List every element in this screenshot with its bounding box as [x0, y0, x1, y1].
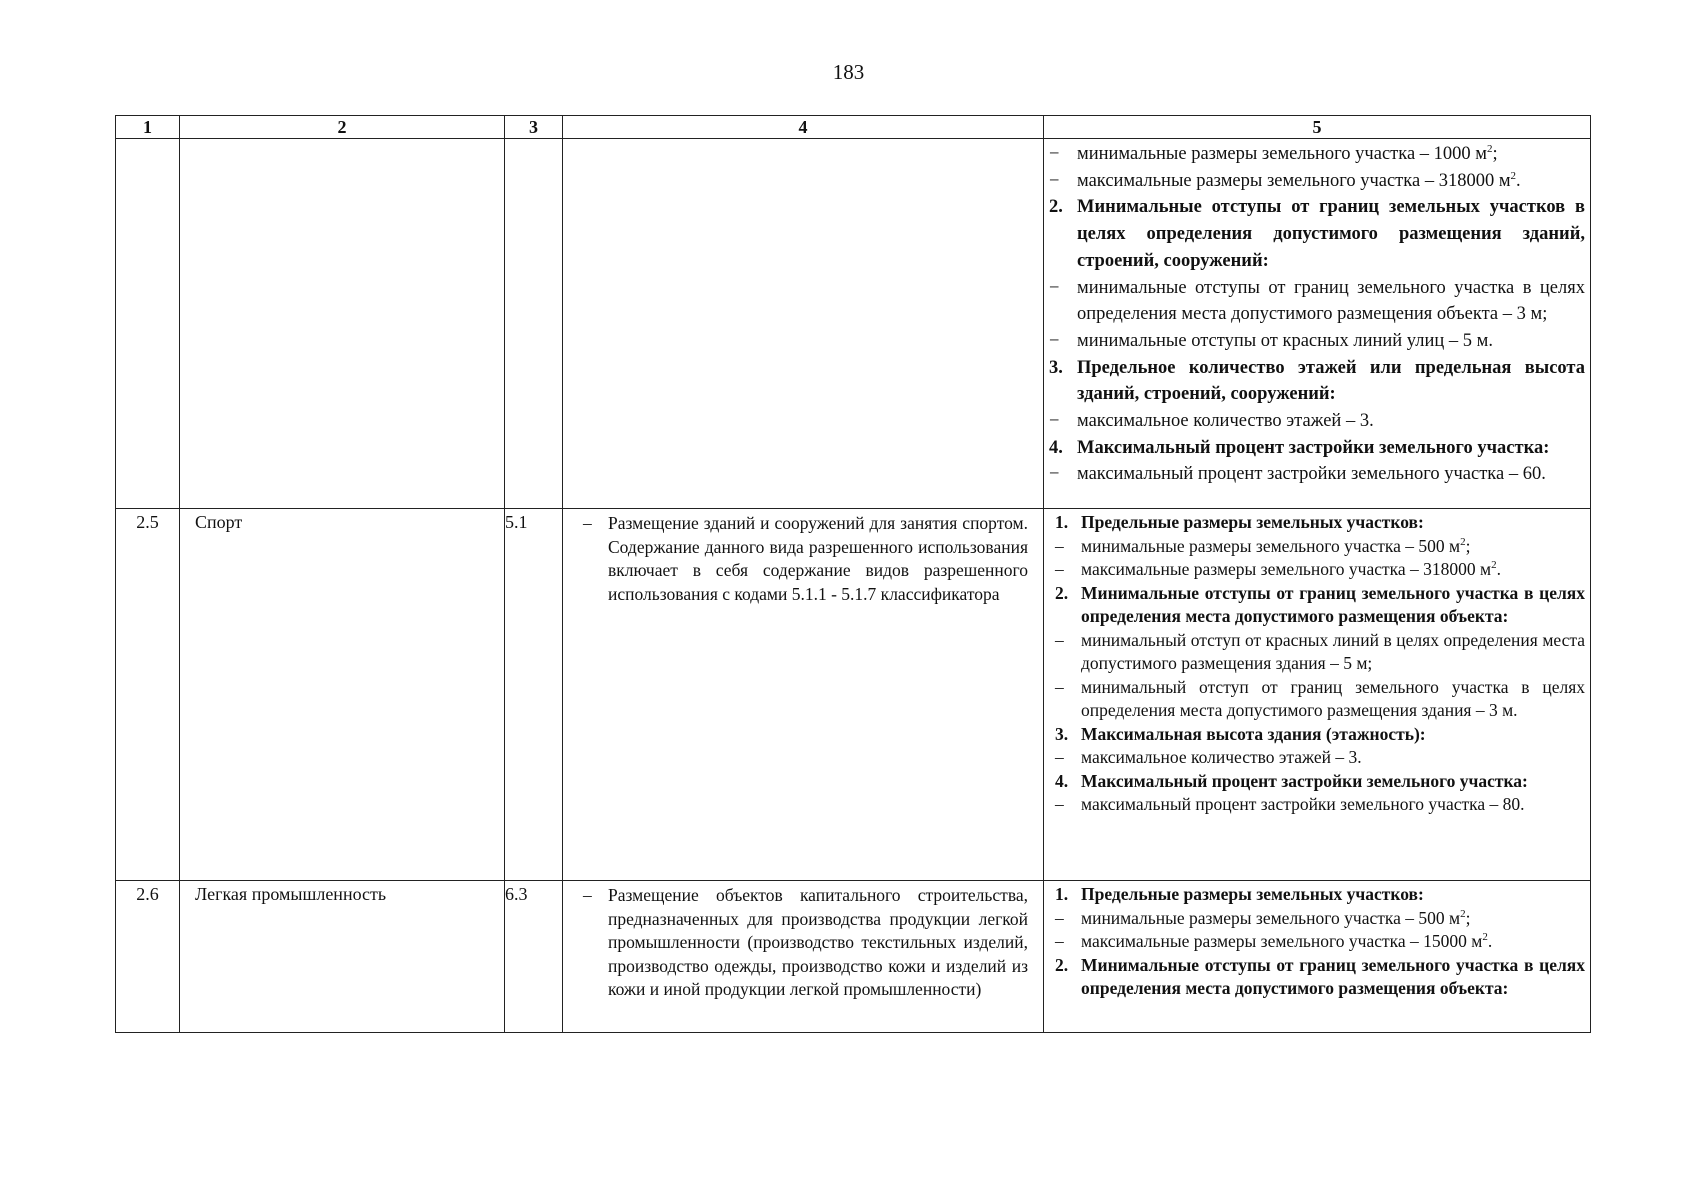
superscript: 2 — [1482, 931, 1488, 944]
use-parameters — [1044, 139, 1591, 509]
table-row — [116, 881, 1591, 1033]
parameter-text-wrap — [1077, 355, 1585, 408]
parameter-heading — [1049, 511, 1585, 535]
column-header: 1 — [116, 116, 180, 139]
number-marker: 3. — [1049, 357, 1063, 378]
trailing-punctuation: . — [1496, 559, 1501, 579]
parameter-text-wrap — [1081, 723, 1585, 747]
dash-marker: – — [1055, 794, 1064, 814]
use-name — [180, 139, 505, 509]
parameter-item — [1049, 930, 1585, 954]
parameter-text-wrap — [1077, 194, 1585, 274]
row-number: 2.5 — [116, 509, 180, 881]
dash-marker: – — [1055, 535, 1064, 556]
use-name: Легкая промышленность — [180, 881, 505, 1033]
parameter-text: минимальные отступы от границ земельного участка в целях определения места допустимого размещения объекта – 3 м; — [1077, 277, 1585, 325]
dash-marker: – — [1055, 907, 1064, 928]
parameter-item — [1049, 141, 1585, 168]
parameter-text: максимальный процент застройки земельного участка – 80. — [1081, 794, 1525, 814]
trailing-punctuation: ; — [1492, 144, 1498, 164]
parameter-text: минимальные размеры земельного участка – 500 м — [1081, 907, 1461, 928]
number-marker: 2. — [1049, 197, 1063, 218]
parameter-item — [1049, 275, 1585, 328]
parameter-text-wrap — [1081, 883, 1585, 907]
use-code — [505, 139, 563, 509]
trailing-punctuation: . — [1487, 931, 1493, 951]
dash-marker: – — [1055, 747, 1064, 767]
column-header: 3 — [505, 116, 563, 139]
use-code: 6.3 — [505, 881, 563, 1033]
number-marker: 3. — [1055, 723, 1069, 744]
parameter-text: Предельные размеры земельных участков: — [1081, 512, 1424, 532]
use-parameters — [1044, 509, 1591, 881]
parameter-heading — [1049, 883, 1585, 907]
dash-marker: − — [1049, 170, 1060, 191]
description-text: Размещение объектов капитального строительства, предназначенных для производства продукции легкой промышленности (производство текстильных изделий, производство одежды, производство кожи и изделий из кожи и иной продукции легкой промышленности) — [608, 885, 1028, 999]
dash-marker: – — [1055, 931, 1064, 951]
parameter-text: минимальные размеры земельного участка – 500 м — [1081, 535, 1461, 556]
parameter-text-wrap — [1077, 461, 1585, 488]
parameter-text-wrap — [1077, 141, 1585, 168]
parameter-heading — [1049, 355, 1585, 408]
parameter-item — [1049, 907, 1585, 931]
parameter-item — [1049, 676, 1585, 723]
dash-marker: − — [1049, 464, 1060, 485]
table-header-row — [116, 116, 1591, 139]
parameter-heading — [1049, 770, 1585, 794]
dash-marker: − — [1049, 277, 1060, 298]
parameter-text: максимальные размеры земельного участка – 318000 м — [1081, 559, 1492, 579]
use-name: Спорт — [180, 509, 505, 881]
parameter-text: минимальные отступы от красных линий улиц – 5 м. — [1077, 330, 1493, 351]
parameter-text: Минимальные отступы от границ земельного участка в целях определения места допустимого размещения объекта: — [1081, 954, 1585, 998]
trailing-punctuation: ; — [1465, 907, 1471, 928]
table-row — [116, 509, 1591, 881]
number-marker: 1. — [1055, 884, 1069, 904]
parameter-text-wrap — [1081, 930, 1585, 954]
parameter-text-wrap — [1081, 746, 1585, 770]
parameter-heading — [1049, 723, 1585, 747]
parameter-text-wrap — [1081, 954, 1585, 1001]
parameter-text: минимальные размеры земельного участка – 1000 м — [1077, 144, 1487, 164]
dash-marker: – — [1055, 559, 1064, 579]
dash-marker: − — [1049, 144, 1060, 164]
parameter-text-wrap — [1081, 535, 1585, 559]
parameter-text: Минимальные отступы от границ земельного участка в целях определения места допустимого размещения объекта: — [1081, 582, 1585, 626]
parameter-text: Предельное количество этажей или предельная высота зданий, строений, сооружений: — [1077, 357, 1585, 405]
superscript: 2 — [1487, 142, 1493, 155]
parameter-heading — [1049, 194, 1585, 274]
parameter-item — [1049, 408, 1585, 435]
use-description — [563, 881, 1044, 1033]
dash-marker: − — [1049, 330, 1060, 351]
parameter-text: Предельные размеры земельных участков: — [1081, 884, 1424, 904]
dash-marker: − — [1049, 411, 1060, 432]
parameter-heading — [1049, 954, 1585, 1001]
parameter-text: максимальный процент застройки земельного участка – 60. — [1077, 464, 1546, 485]
number-marker: 2. — [1055, 582, 1069, 603]
parameter-text: Минимальные отступы от границ земельных участков в целях определения допустимого размещения зданий, строений, сооружений: — [1077, 197, 1585, 271]
parameter-item — [1049, 168, 1585, 195]
parameter-text-wrap — [1077, 328, 1585, 355]
parameter-text: Максимальная высота здания (этажность): — [1081, 723, 1426, 744]
superscript: 2 — [1510, 169, 1517, 182]
parameter-text-wrap — [1081, 558, 1585, 582]
row-number — [116, 139, 180, 509]
parameter-text-wrap — [1081, 511, 1585, 535]
parameter-item — [1049, 328, 1585, 355]
column-header: 4 — [563, 116, 1044, 139]
dash-marker: – — [583, 513, 592, 533]
parameter-heading — [1049, 582, 1585, 629]
use-code: 5.1 — [505, 509, 563, 881]
table-row — [116, 139, 1591, 509]
parameter-text: максимальное количество этажей – 3. — [1077, 411, 1374, 432]
dash-marker: – — [1055, 676, 1064, 697]
parameter-text-wrap — [1081, 582, 1585, 629]
parameter-item — [1049, 461, 1585, 488]
parameter-text: минимальный отступ от границ земельного участка в целях определения места допустимого размещения здания – 3 м. — [1081, 676, 1585, 720]
parameter-text-wrap — [1081, 793, 1585, 817]
number-marker: 4. — [1049, 437, 1063, 458]
dash-marker: – — [583, 885, 592, 905]
page-number: 183 — [832, 60, 865, 84]
use-description — [563, 139, 1044, 509]
parameter-text-wrap — [1077, 435, 1585, 462]
parameter-text-wrap — [1081, 676, 1585, 723]
column-header: 5 — [1044, 116, 1591, 139]
trailing-punctuation: . — [1516, 170, 1521, 191]
parameter-text: максимальные размеры земельного участка – 318000 м — [1077, 170, 1511, 191]
parameter-text: Максимальный процент застройки земельного участка: — [1077, 437, 1550, 458]
parameter-text-wrap — [1081, 907, 1585, 931]
parameter-text: максимальные размеры земельного участка – 15000 м — [1081, 931, 1483, 951]
parameter-text-wrap — [1081, 629, 1585, 676]
trailing-punctuation: ; — [1465, 535, 1471, 556]
parameter-item — [1049, 746, 1585, 770]
dash-marker: – — [1055, 629, 1064, 650]
parameter-text: минимальный отступ от красных линий в целях определения места допустимого размещения здания – 5 м; — [1081, 629, 1585, 673]
number-marker: 2. — [1055, 954, 1069, 975]
column-header: 2 — [180, 116, 505, 139]
parameter-text-wrap — [1077, 275, 1585, 328]
land-use-table — [115, 115, 1591, 1033]
superscript: 2 — [1460, 907, 1466, 920]
number-marker: 1. — [1055, 512, 1069, 532]
parameter-text-wrap — [1077, 168, 1585, 195]
parameter-text-wrap — [1081, 770, 1585, 794]
row-number: 2.6 — [116, 881, 180, 1033]
parameter-item — [1049, 558, 1585, 582]
use-description — [563, 509, 1044, 881]
parameter-text: максимальное количество этажей – 3. — [1081, 747, 1362, 767]
description-item — [578, 884, 1028, 1002]
use-parameters — [1044, 881, 1591, 1033]
parameter-item — [1049, 629, 1585, 676]
parameter-item — [1049, 793, 1585, 817]
number-marker: 4. — [1055, 770, 1069, 791]
parameter-item — [1049, 535, 1585, 559]
superscript: 2 — [1491, 559, 1497, 572]
parameter-text: Максимальный процент застройки земельного участка: — [1081, 770, 1528, 791]
description-text: Размещение зданий и сооружений для занятия спортом. Содержание данного вида разрешенного использования включает в себя содержание видов разрешенного использования с кодами 5.1.1 - 5.1.7 классификатора — [608, 513, 1028, 604]
parameter-text-wrap — [1077, 408, 1585, 435]
parameter-heading — [1049, 435, 1585, 462]
superscript: 2 — [1460, 535, 1466, 548]
description-item — [578, 512, 1028, 606]
